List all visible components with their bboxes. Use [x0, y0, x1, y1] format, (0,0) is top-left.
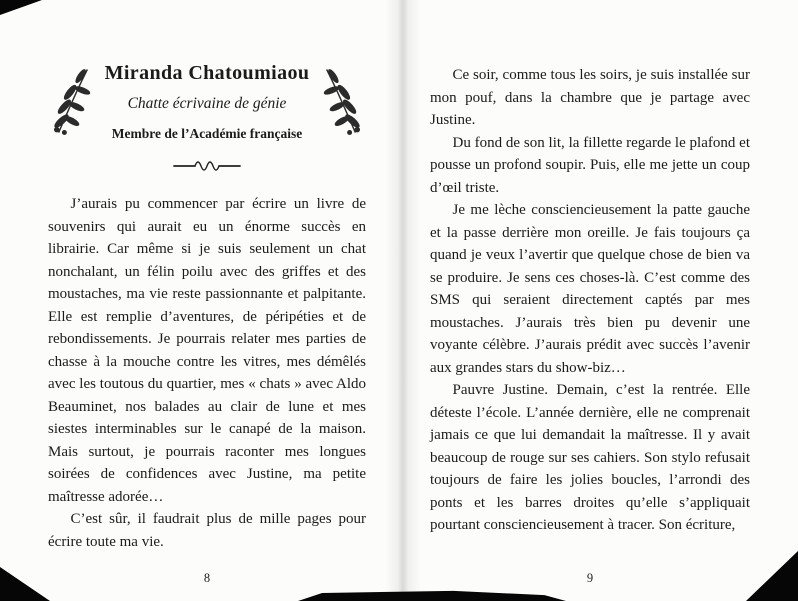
paragraph: Du fond de son lit, la fillette regarde le plafond et pousse un profond soupir. Puis, elle me jette un coup d’œil triste. — [430, 134, 750, 196]
olive-branch-right-icon — [319, 63, 363, 142]
right-page — [430, 0, 750, 601]
author-subtitle: Chatte écrivaine de génie — [127, 95, 287, 112]
author-affiliation: Membre de l’Académie française — [111, 126, 303, 141]
author-name-title: Miranda Chatoumiaou — [104, 62, 310, 84]
paragraph: Pauvre Justine. Demain, c’est la rentrée. Elle déteste l’école. L’année dernière, elle ne comprenait jamais ce que lui demandait la maîtresse. Il y avait beaucoup de rouge sur ses cahiers. Son stylo refusait toujours de faire les jolies boucles, l’arrondi des ponts et les barres droites qu’elle s’appliquait pourtant consciencieusement à tracer. Son écriture, — [430, 382, 750, 533]
olive-branch-left-icon — [51, 63, 95, 142]
gutter-shadow — [385, 0, 421, 601]
chapter-header-text — [99, 62, 315, 142]
chapter-header — [48, 62, 366, 142]
paragraph: J’aurais pu commencer par écrire un livre de souvenirs qui aurait eu un énorme succès en librairie. Car même si je suis seulement un chat nonchalant, un félin poilu avec des griffes et des moustaches, ma vie reste passionnante et palpitante. Elle est remplie d’aventures, de péripéties et de rebondissements. Je pourrais relater mes parties de chasse à la mouche contre les vitres, mes démêlés avec les toutous du quartier, mes « chats » avec Aldo Beauminet, nos balades au clair de lune et mes siestes interminables sur le canapé de la maison. Mais surtout, je pourrais raconter mes longues soirées de confidences avec Justine, ma petite maîtresse adorée… — [48, 196, 366, 505]
paragraph: Je me lèche consciencieusement la patte gauche et la passe derrière mon oreille. Je fais toujours ça quand je veux l’avertir que quelque chose de bien va se produire. Je sens ces choses-là. C’est comme des SMS qui seraient directement captés par mes moustaches. J’aurais très bien pu devenir une voyante célèbre. J’aurais prédit avec succès l’avenir aux grandes stars du show-biz… — [430, 202, 750, 376]
page-number-left: 8 — [203, 571, 211, 585]
squiggle-divider-icon — [48, 159, 366, 178]
left-page-body — [48, 193, 366, 553]
left-page — [48, 0, 366, 601]
page-number-right: 9 — [586, 571, 594, 585]
paragraph: Ce soir, comme tous les soirs, je suis installée sur mon pouf, dans la chambre que je partage avec Justine. — [430, 67, 750, 128]
paragraph: C’est sûr, il faudrait plus de mille pages pour écrire toute ma vie. — [48, 511, 366, 550]
right-page-body — [430, 64, 750, 537]
